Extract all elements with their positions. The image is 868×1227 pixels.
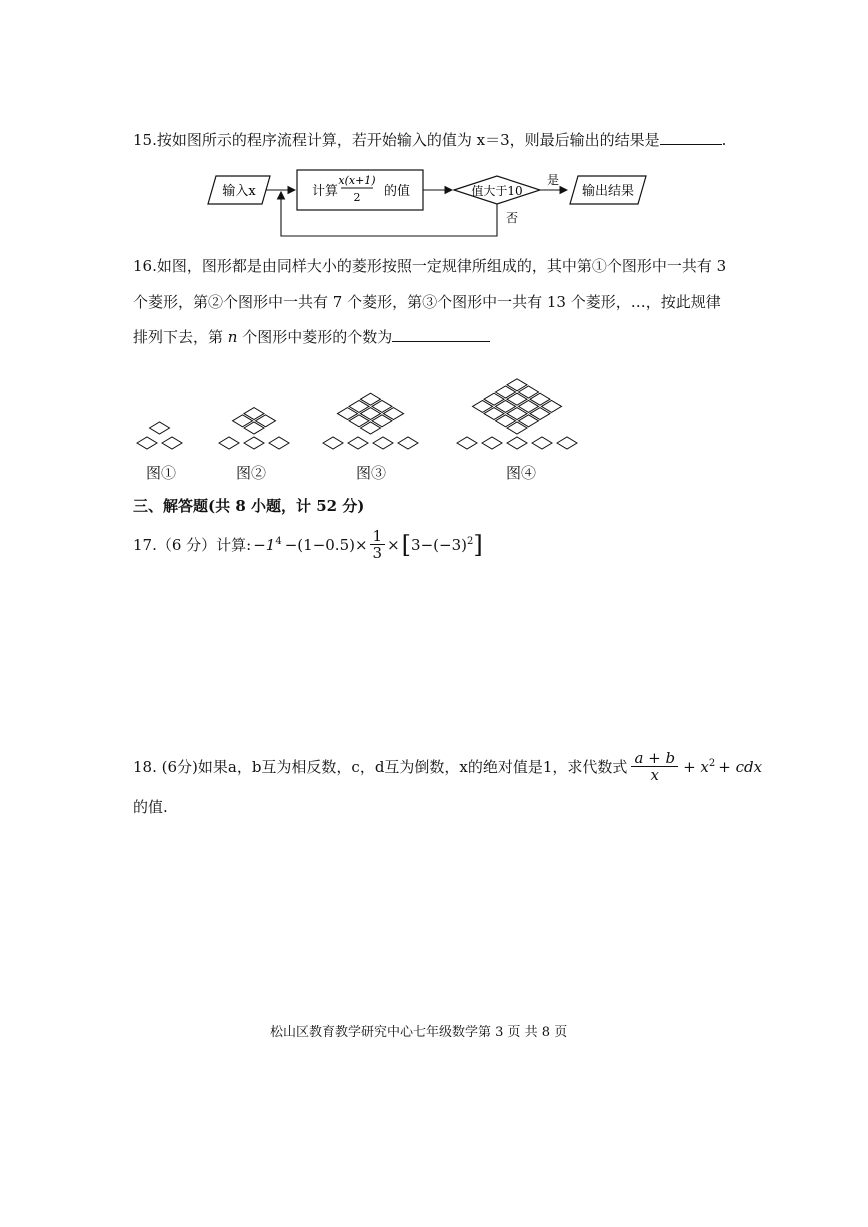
rhombus: [532, 437, 552, 449]
rhombus: [162, 437, 182, 449]
rhombus: [557, 437, 577, 449]
flow-calc-prefix: 计算: [312, 184, 339, 199]
rhombus: [244, 437, 264, 449]
q15-text: 15.按如图所示的程序流程计算，若开始输入的值为 x＝3，则最后输出的结果是 .: [133, 131, 727, 149]
q17-right-bracket: ]: [473, 530, 483, 559]
q15-answer-blank: [660, 130, 722, 145]
rhombus: [269, 437, 289, 449]
rhombus: [150, 422, 170, 434]
q16-line-2: 个菱形，第②个图形中一共有 7 个菱形，第③个图形中一共有 13 个菱形，…，按此规律: [133, 293, 721, 311]
q16-answer-blank: [392, 327, 490, 342]
rhombus: [398, 437, 418, 449]
flow-condition-label: 值大于10: [471, 184, 523, 198]
figure-1-label: 图①: [146, 464, 177, 482]
q17-text: 17.（6 分）计算: −1 4 −(1−0.5)× $\frac{1}{3}$ × [ 3−(−3) 2 ]: [133, 527, 483, 562]
figure-4-label: 图④: [506, 464, 537, 482]
flow-calc-suffix: 的值: [384, 184, 411, 199]
figure-2-rhombuses: [219, 408, 289, 449]
q18-text: 18. (6分)如果a，b互为相反数，c，d互为倒数，x的绝对值是1，求代数式 $\frac{a + b}{x}$ + x 2 + cdx: [133, 749, 763, 784]
figure-1-rhombuses: [137, 422, 182, 449]
figure-2-label: 图②: [236, 464, 267, 482]
section-3-title: 三、解答题(共 8 小题，计 52 分): [133, 497, 365, 515]
q18-fraction: $\frac{a + b}{x}$: [631, 750, 678, 783]
rhombus: [507, 437, 527, 449]
q15-flowchart: [200, 162, 660, 244]
flow-calc-denominator: 2: [353, 191, 361, 204]
q17-left-bracket: [: [401, 530, 412, 559]
rhombus: [482, 437, 502, 449]
flow-no-label: 否: [506, 211, 519, 225]
rhombus: [219, 437, 239, 449]
q16-line-1: 16.如图，图形都是由同样大小的菱形按照一定规律所组成的，其中第①个图形中一共有 3: [133, 257, 727, 275]
q16-line-3: 排列下去，第 n 个图形中菱形的个数为: [133, 327, 490, 347]
rhombus: [457, 437, 477, 449]
figure-4-rhombuses: [457, 379, 577, 449]
flow-yes-label: 是: [547, 173, 560, 187]
rhombus: [137, 437, 157, 449]
figure-3-label: 图③: [356, 464, 387, 482]
rhombus: [373, 437, 393, 449]
flow-input-label: 输入x: [222, 184, 256, 199]
rhombus: [323, 437, 343, 449]
flow-output-label: 输出结果: [581, 184, 635, 199]
rhombus: [348, 437, 368, 449]
flow-calc-numerator: x(x+1): [338, 174, 376, 187]
q18-line-2: 的值.: [133, 798, 168, 816]
q17-fraction: $\frac{1}{3}$: [370, 528, 386, 561]
page-footer: 松山区教育教学研究中心七年级数学第 3 页 共 8 页: [270, 1025, 568, 1040]
figure-3-rhombuses: [323, 393, 418, 449]
